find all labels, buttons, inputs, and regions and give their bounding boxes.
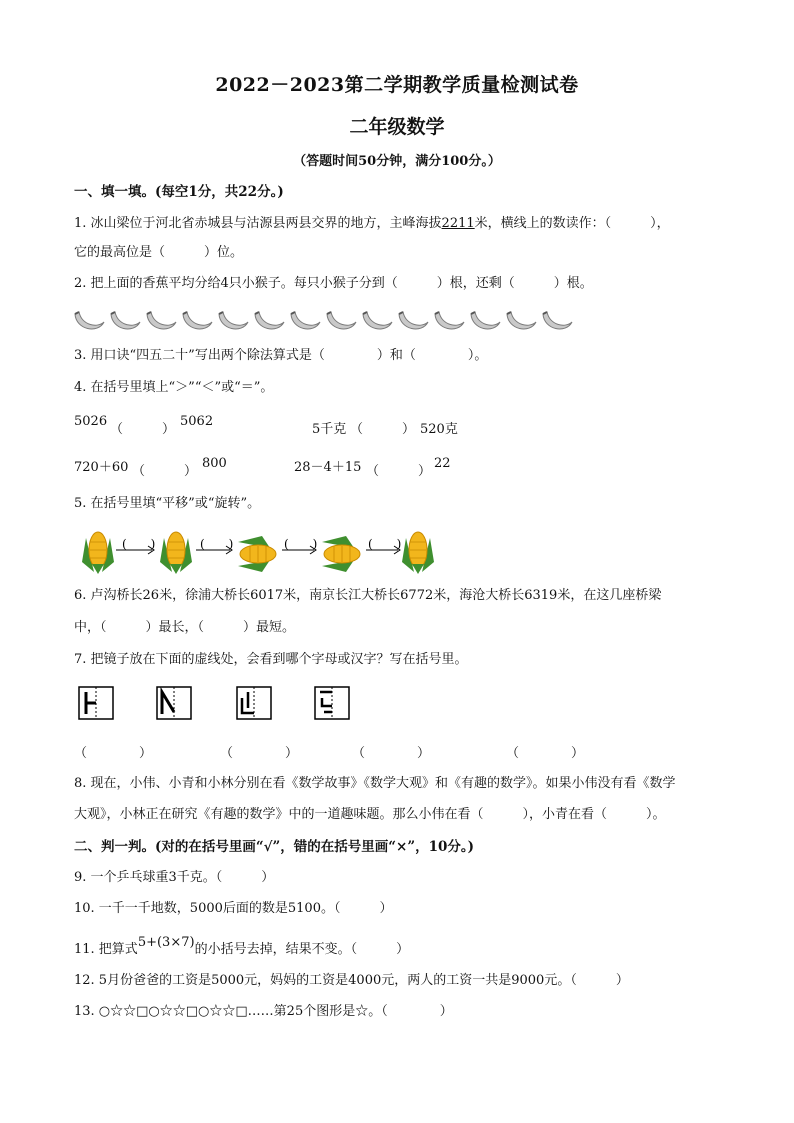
corn-icon [402, 532, 434, 574]
q7-bracket-2: （ ） [220, 746, 299, 761]
question-9: 9. 一个乒乓球重3千克。（ ） [74, 870, 275, 885]
question-10: 10. 一千一千地数，5000后面的数是5100。（ ） [74, 901, 393, 916]
banana-icon [360, 308, 394, 336]
corn-rotated-icon [238, 536, 276, 572]
q4-a2: 5千克 [312, 422, 347, 437]
q4-a3: 720＋60 [74, 460, 129, 475]
question-6-line-2: 中，（ ）最长，（ ）最短。 [74, 620, 296, 635]
banana-icon [216, 308, 250, 336]
banana-icon [504, 308, 538, 336]
q4-p1: （ ） [110, 422, 176, 437]
q1-number: 2211 [441, 216, 475, 231]
question-6-line-1: 6. 卢沟桥长26米，徐浦大桥长6017米，南京长江大桥长6772米，海沧大桥长6319米，在这几座桥梁 [74, 588, 662, 603]
mirror-figure-2 [156, 686, 192, 720]
question-1-line-2: 它的最高位是（ ）位。 [74, 245, 244, 260]
banana-icon [540, 308, 574, 336]
corn-icon [82, 532, 114, 574]
question-7-title: 7. 把镜子放在下面的虚线处，会看到哪个字母或汉字？写在括号里。 [74, 652, 468, 667]
banana-icon [72, 308, 106, 336]
exam-note: （答题时间50分钟，满分100分。） [293, 154, 501, 169]
question-8-line-1: 8. 现在，小伟、小青和小林分别在看《数学故事》《数学大观》和《有趣的数学》。如果小伟没有看《数学 [74, 776, 676, 791]
question-12: 12. 5月份爸爸的工资是5000元，妈妈的工资是4000元，两人的工资一共是9000元。（ ） [74, 973, 629, 988]
q4-b1: 5062 [180, 414, 214, 429]
mirror-figure-3 [236, 686, 272, 720]
mirror-figure-1 [78, 686, 114, 720]
question-2: 2. 把上面的香蕉平均分给4只小猴子。每只小猴子分到（ ）根，还剩（ ）根。 [74, 276, 593, 291]
q4-b4: 22 [434, 456, 451, 471]
section-judge: 二、判一判。(对的在括号里画“√”，错的在括号里画“×”，10分。) [74, 839, 475, 855]
arrow-2-bracket: ( ) [200, 537, 234, 551]
page-subtitle: 二年级数学 [349, 116, 445, 138]
question-4-title: 4. 在括号里填上“＞”“＜”或“＝”。 [74, 380, 274, 395]
question-13: 13. ○☆☆□○☆☆□○☆☆□……第25个图形是☆。（ ） [74, 1004, 453, 1019]
page-title: 2022－2023第二学期教学质量检测试卷 [215, 74, 579, 96]
mirror-figures [0, 686, 794, 726]
arrow-3-bracket: ( ) [284, 537, 318, 551]
q1-text-b: 米，横线上的数读作：（ ）， [474, 216, 670, 231]
banana-row [72, 308, 574, 336]
q4-b2: 520克 [420, 422, 458, 437]
question-8-line-2: 大观》，小林正在研究《有趣的数学》中的一道趣味题。那么小伟在看（ ），小青在看（ ）。 [74, 807, 666, 822]
q7-bracket-3: （ ） [352, 746, 431, 761]
q4-p2: （ ） [350, 422, 416, 437]
q11-text-b: 的小括号去掉，结果不变。（ ） [194, 942, 410, 957]
section-fill-in: 一、填一填。(每空1分，共22分。) [74, 184, 284, 200]
q7-bracket-4: （ ） [506, 746, 585, 761]
q4-b3: 800 [202, 456, 227, 471]
corn-rotated-icon [322, 536, 360, 572]
corn-icon [160, 532, 192, 574]
q7-bracket-1: （ ） [74, 746, 153, 761]
q4-p4: （ ） [366, 464, 432, 479]
q11-expression: 5+(3×7) [137, 935, 195, 950]
q4-a4: 28－4＋15 [294, 460, 362, 475]
banana-icon [144, 308, 178, 336]
mirror-figure-4 [314, 686, 350, 720]
q1-text-a: 1. 冰山梁位于河北省赤城县与沽源县两县交界的地方，主峰海拔 [74, 216, 442, 231]
banana-icon [432, 308, 466, 336]
banana-icon [396, 308, 430, 336]
question-3: 3. 用口诀“四五二十”写出两个除法算式是（ ）和（ ）。 [74, 348, 488, 363]
banana-icon [324, 308, 358, 336]
question-11 [74, 935, 410, 960]
arrow-1-bracket: ( ) [122, 537, 156, 551]
banana-icon [252, 308, 286, 336]
q4-a1: 5026 [74, 414, 108, 429]
question-1-line-1 [74, 214, 670, 234]
q11-text-a: 11. 把算式 [74, 942, 138, 957]
banana-icon [108, 308, 142, 336]
banana-icon [468, 308, 502, 336]
banana-icon [180, 308, 214, 336]
q4-p3: （ ） [132, 464, 198, 479]
arrow-4-bracket: ( ) [368, 537, 402, 551]
banana-icon [288, 308, 322, 336]
question-5: 5. 在括号里填“平移”或“旋转”。 [74, 496, 261, 511]
corn-sequence [78, 526, 438, 576]
